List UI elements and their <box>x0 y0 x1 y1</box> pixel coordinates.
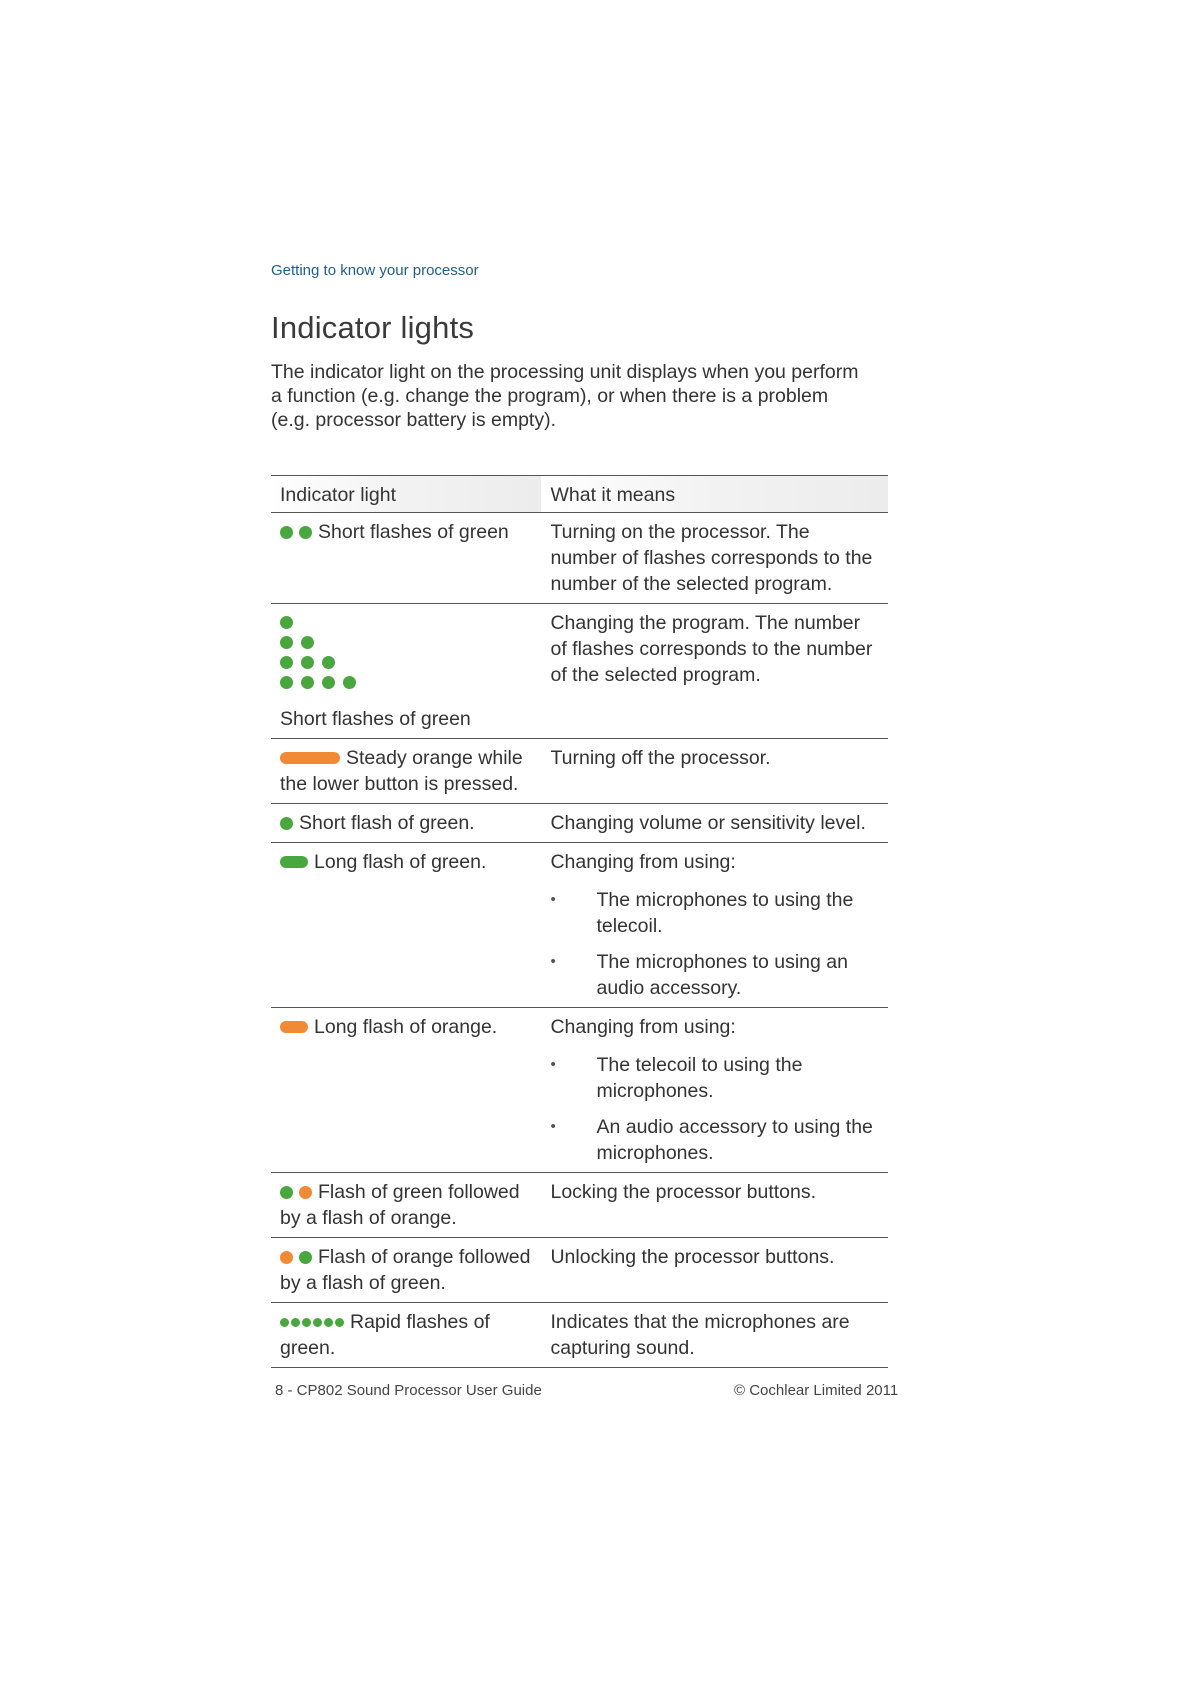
table-row <box>271 1303 888 1368</box>
indicator-text: Short flash of green. <box>299 812 475 834</box>
meaning-cell <box>541 843 888 1008</box>
indicator-text: Flash of green followed by a flash of orange. <box>280 1181 520 1229</box>
indicator-text: Short flashes of green <box>280 708 471 730</box>
green-dot-icon <box>301 656 314 669</box>
green-dot-icon <box>299 526 312 539</box>
meaning-cell: Changing volume or sensitivity level. <box>541 804 888 843</box>
table-row <box>271 1238 888 1303</box>
indicator-text: Short flashes of green <box>318 521 509 543</box>
indicator-text: Flash of orange followed by a flash of green. <box>280 1246 531 1294</box>
table-row <box>271 1173 888 1238</box>
footer-copyright: © Cochlear Limited 2011 <box>734 1382 899 1399</box>
col-header-meaning: What it means <box>541 476 888 513</box>
table-header-row <box>271 476 888 513</box>
green-dot-icon <box>280 676 293 689</box>
table-row <box>271 739 888 804</box>
intro-line: (e.g. processor battery is empty). <box>271 409 557 431</box>
green-dot-icon <box>280 1186 293 1199</box>
meaning-cell: Changing the program. The number of flashes corresponds to the number of the selected program. <box>541 604 888 739</box>
green-dot-icon <box>280 817 293 830</box>
green-dot-icon <box>299 1251 312 1264</box>
indicator-text: Long flash of green. <box>314 851 487 873</box>
table-row <box>271 1008 888 1173</box>
green-dot-icon <box>322 656 335 669</box>
intro-paragraph <box>271 360 871 432</box>
green-dot-icon <box>301 676 314 689</box>
list-item: • The microphones to using the telecoil. <box>550 887 880 939</box>
footer-page-info: 8 - CP802 Sound Processor User Guide <box>275 1382 542 1399</box>
bullet-list <box>550 1052 880 1166</box>
table-row <box>271 843 888 1008</box>
indicator-text: Long flash of orange. <box>314 1016 498 1038</box>
steady-orange-bar-icon <box>280 752 340 764</box>
long-orange-flash-icon <box>280 1021 308 1033</box>
meaning-cell: Locking the processor buttons. <box>541 1173 888 1238</box>
meaning-cell: Turning off the processor. <box>541 739 888 804</box>
indicator-cell <box>271 843 541 1008</box>
bullet-list <box>550 887 880 1001</box>
meaning-text: Changing from using: <box>550 1016 736 1038</box>
green-dot-icon <box>280 616 293 629</box>
intro-line: a function (e.g. change the program), or when there is a problem <box>271 385 829 407</box>
green-dot-icon <box>301 636 314 649</box>
meaning-cell: Turning on the processor. The number of flashes corresponds to the number of the selected program. <box>541 513 888 604</box>
table-row <box>271 604 888 739</box>
list-item: • An audio accessory to using the microphones. <box>550 1114 880 1166</box>
meaning-cell <box>541 1008 888 1173</box>
green-dot-icon <box>280 656 293 669</box>
intro-line: The indicator light on the processing unit displays when you perform <box>271 361 859 383</box>
indicator-cell <box>271 513 541 604</box>
green-dot-icon <box>343 676 356 689</box>
list-item: • The telecoil to using the microphones. <box>550 1052 880 1104</box>
green-dot-icon <box>324 1318 333 1327</box>
green-dot-icon <box>313 1318 322 1327</box>
indicator-cell <box>271 1303 541 1368</box>
list-item: • The microphones to using an audio accessory. <box>550 949 880 1001</box>
indicator-cell <box>271 1173 541 1238</box>
table-row <box>271 804 888 843</box>
indicator-text: Rapid flashes of green. <box>280 1311 490 1359</box>
table-row <box>271 513 888 604</box>
indicator-cell <box>271 804 541 843</box>
indicator-table <box>271 475 888 1368</box>
indicator-cell <box>271 1008 541 1173</box>
long-green-flash-icon <box>280 856 308 868</box>
orange-dot-icon <box>299 1186 312 1199</box>
green-dot-icon <box>280 1318 289 1327</box>
col-header-indicator: Indicator light <box>271 476 541 513</box>
meaning-cell: Unlocking the processor buttons. <box>541 1238 888 1303</box>
indicator-text: Steady orange while the lower button is pressed. <box>280 747 523 795</box>
indicator-cell <box>271 739 541 804</box>
green-dot-icon <box>280 636 293 649</box>
orange-dot-icon <box>280 1251 293 1264</box>
section-header: Getting to know your processor <box>271 262 479 279</box>
program-dots-icon <box>280 612 533 692</box>
indicator-cell <box>271 1238 541 1303</box>
green-dot-icon <box>291 1318 300 1327</box>
green-dot-icon <box>335 1318 344 1327</box>
indicator-cell <box>271 604 541 739</box>
green-dot-icon <box>322 676 335 689</box>
green-dot-icon <box>280 526 293 539</box>
meaning-cell: Indicates that the microphones are capturing sound. <box>541 1303 888 1368</box>
page-title: Indicator lights <box>271 310 475 345</box>
meaning-text: Changing from using: <box>550 851 736 873</box>
green-dot-icon <box>302 1318 311 1327</box>
